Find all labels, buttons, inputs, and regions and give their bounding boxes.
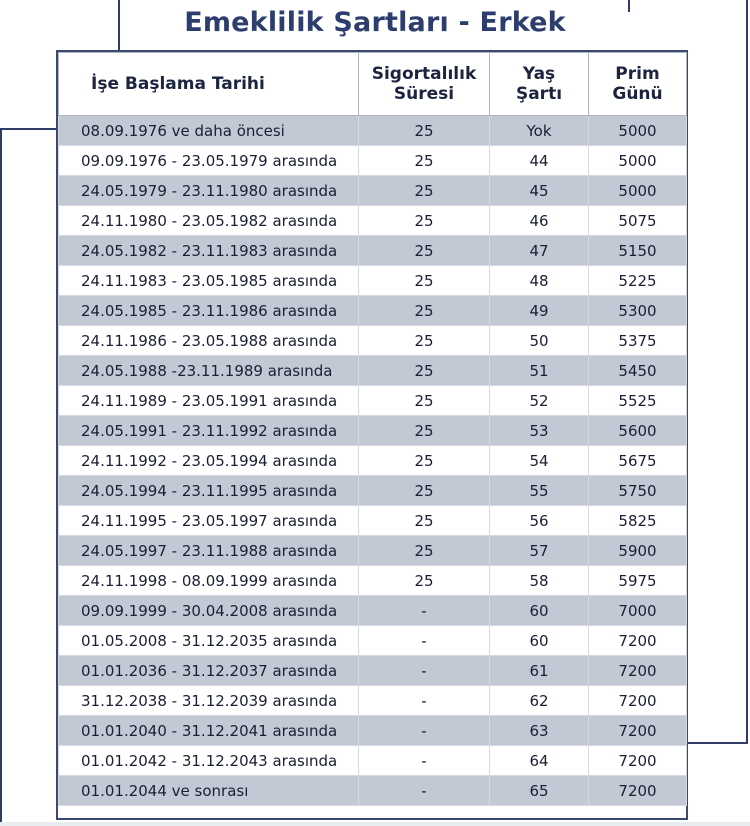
cell-age: 48 xyxy=(490,266,589,296)
cell-age: 44 xyxy=(490,146,589,176)
cell-premium-days: 5450 xyxy=(589,356,687,386)
header-insurance-duration xyxy=(359,53,490,116)
table-row xyxy=(59,506,687,536)
cell-start-date: 24.11.1983 - 23.05.1985 arasında xyxy=(59,266,359,296)
cell-start-date: 24.11.1989 - 23.05.1991 arasında xyxy=(59,386,359,416)
cell-age: 60 xyxy=(490,626,589,656)
cell-age: 45 xyxy=(490,176,589,206)
cell-premium-days: 5750 xyxy=(589,476,687,506)
cell-age: Yok xyxy=(490,116,589,146)
cell-premium-days: 7000 xyxy=(589,596,687,626)
retirement-table xyxy=(58,52,687,806)
table-row xyxy=(59,626,687,656)
table-row xyxy=(59,176,687,206)
cell-start-date: 24.05.1979 - 23.11.1980 arasında xyxy=(59,176,359,206)
frame-line-right-horizontal xyxy=(688,742,748,744)
cell-age: 51 xyxy=(490,356,589,386)
header-premium-line1: Prim xyxy=(615,64,660,84)
cell-start-date: 01.05.2008 - 31.12.2035 arasında xyxy=(59,626,359,656)
cell-insurance-years: 25 xyxy=(359,236,490,266)
cell-start-date: 01.01.2042 - 31.12.2043 arasında xyxy=(59,746,359,776)
cell-start-date: 24.05.1985 - 23.11.1986 arasında xyxy=(59,296,359,326)
header-premium-days xyxy=(589,53,687,116)
cell-start-date: 24.05.1997 - 23.11.1988 arasında xyxy=(59,536,359,566)
cell-start-date: 09.09.1999 - 30.04.2008 arasında xyxy=(59,596,359,626)
cell-premium-days: 5000 xyxy=(589,146,687,176)
cell-insurance-years: 25 xyxy=(359,566,490,596)
table-row xyxy=(59,386,687,416)
cell-start-date: 24.11.1992 - 23.05.1994 arasında xyxy=(59,446,359,476)
header-insurance-line2: Süresi xyxy=(393,84,455,104)
table-body xyxy=(59,116,687,806)
retirement-table-container xyxy=(56,50,688,820)
cell-insurance-years: - xyxy=(359,746,490,776)
cell-premium-days: 5525 xyxy=(589,386,687,416)
table-row xyxy=(59,296,687,326)
cell-premium-days: 5375 xyxy=(589,326,687,356)
header-age-requirement xyxy=(490,53,589,116)
cell-premium-days: 5600 xyxy=(589,416,687,446)
cell-insurance-years: 25 xyxy=(359,266,490,296)
table-row xyxy=(59,566,687,596)
cell-premium-days: 5975 xyxy=(589,566,687,596)
cell-age: 64 xyxy=(490,746,589,776)
table-row xyxy=(59,656,687,686)
table-row xyxy=(59,716,687,746)
cell-insurance-years: - xyxy=(359,596,490,626)
cell-insurance-years: 25 xyxy=(359,506,490,536)
cell-premium-days: 7200 xyxy=(589,626,687,656)
cell-insurance-years: 25 xyxy=(359,386,490,416)
cell-start-date: 24.11.1995 - 23.05.1997 arasında xyxy=(59,506,359,536)
cell-premium-days: 5300 xyxy=(589,296,687,326)
cell-premium-days: 7200 xyxy=(589,776,687,806)
table-row xyxy=(59,326,687,356)
cell-age: 62 xyxy=(490,686,589,716)
header-age-line2: Şartı xyxy=(515,84,563,104)
page-title: Emeklilik Şartları - Erkek xyxy=(184,7,566,38)
cell-insurance-years: - xyxy=(359,626,490,656)
cell-age: 65 xyxy=(490,776,589,806)
table-row xyxy=(59,776,687,806)
cell-insurance-years: 25 xyxy=(359,536,490,566)
cell-insurance-years: 25 xyxy=(359,326,490,356)
cell-age: 58 xyxy=(490,566,589,596)
table-row xyxy=(59,536,687,566)
header-start-date: İşe Başlama Tarihi xyxy=(59,53,359,116)
cell-start-date: 01.01.2040 - 31.12.2041 arasında xyxy=(59,716,359,746)
cell-start-date: 24.11.1980 - 23.05.1982 arasında xyxy=(59,206,359,236)
cell-insurance-years: 25 xyxy=(359,296,490,326)
cell-age: 56 xyxy=(490,506,589,536)
cell-start-date: 31.12.2038 - 31.12.2039 arasında xyxy=(59,686,359,716)
bottom-divider xyxy=(0,822,750,826)
cell-premium-days: 5225 xyxy=(589,266,687,296)
cell-premium-days: 5150 xyxy=(589,236,687,266)
cell-start-date: 01.01.2044 ve sonrası xyxy=(59,776,359,806)
cell-insurance-years: 25 xyxy=(359,356,490,386)
cell-insurance-years: 25 xyxy=(359,176,490,206)
cell-premium-days: 5675 xyxy=(589,446,687,476)
cell-start-date: 24.05.1988 -23.11.1989 arasında xyxy=(59,356,359,386)
cell-age: 46 xyxy=(490,206,589,236)
header-insurance-line1: Sigortalılık xyxy=(371,64,477,84)
cell-start-date: 01.01.2036 - 31.12.2037 arasında xyxy=(59,656,359,686)
table-row xyxy=(59,446,687,476)
cell-age: 57 xyxy=(490,536,589,566)
cell-premium-days: 5900 xyxy=(589,536,687,566)
frame-line-left-vertical xyxy=(0,128,2,826)
cell-insurance-years: - xyxy=(359,656,490,686)
table-header-row xyxy=(59,53,687,116)
cell-insurance-years: - xyxy=(359,776,490,806)
cell-premium-days: 5075 xyxy=(589,206,687,236)
cell-start-date: 24.05.1982 - 23.11.1983 arasında xyxy=(59,236,359,266)
cell-age: 50 xyxy=(490,326,589,356)
cell-age: 53 xyxy=(490,416,589,446)
cell-age: 63 xyxy=(490,716,589,746)
table-row xyxy=(59,686,687,716)
cell-start-date: 09.09.1976 - 23.05.1979 arasında xyxy=(59,146,359,176)
table-row xyxy=(59,416,687,446)
table-row xyxy=(59,476,687,506)
cell-age: 47 xyxy=(490,236,589,266)
table-row xyxy=(59,146,687,176)
cell-premium-days: 7200 xyxy=(589,656,687,686)
cell-insurance-years: 25 xyxy=(359,146,490,176)
cell-insurance-years: 25 xyxy=(359,446,490,476)
cell-insurance-years: - xyxy=(359,686,490,716)
cell-insurance-years: 25 xyxy=(359,476,490,506)
cell-premium-days: 5825 xyxy=(589,506,687,536)
table-row xyxy=(59,266,687,296)
table-row xyxy=(59,596,687,626)
table-row xyxy=(59,356,687,386)
table-row xyxy=(59,236,687,266)
cell-premium-days: 7200 xyxy=(589,716,687,746)
cell-start-date: 24.11.1986 - 23.05.1988 arasında xyxy=(59,326,359,356)
cell-premium-days: 7200 xyxy=(589,746,687,776)
cell-insurance-years: 25 xyxy=(359,116,490,146)
cell-insurance-years: - xyxy=(359,716,490,746)
cell-start-date: 08.09.1976 ve daha öncesi xyxy=(59,116,359,146)
cell-start-date: 24.05.1994 - 23.11.1995 arasında xyxy=(59,476,359,506)
cell-premium-days: 7200 xyxy=(589,686,687,716)
table-row xyxy=(59,206,687,236)
frame-line-right-vertical xyxy=(746,0,748,744)
cell-age: 61 xyxy=(490,656,589,686)
cell-age: 49 xyxy=(490,296,589,326)
header-premium-line2: Günü xyxy=(612,84,663,104)
cell-premium-days: 5000 xyxy=(589,176,687,206)
cell-age: 54 xyxy=(490,446,589,476)
cell-start-date: 24.11.1998 - 08.09.1999 arasında xyxy=(59,566,359,596)
cell-insurance-years: 25 xyxy=(359,416,490,446)
table-row xyxy=(59,116,687,146)
cell-age: 60 xyxy=(490,596,589,626)
header-age-line1: Yaş xyxy=(522,64,556,84)
cell-start-date: 24.05.1991 - 23.11.1992 arasında xyxy=(59,416,359,446)
cell-age: 52 xyxy=(490,386,589,416)
frame-line-left-horizontal xyxy=(0,128,56,130)
cell-age: 55 xyxy=(490,476,589,506)
table-row xyxy=(59,746,687,776)
cell-premium-days: 5000 xyxy=(589,116,687,146)
cell-insurance-years: 25 xyxy=(359,206,490,236)
